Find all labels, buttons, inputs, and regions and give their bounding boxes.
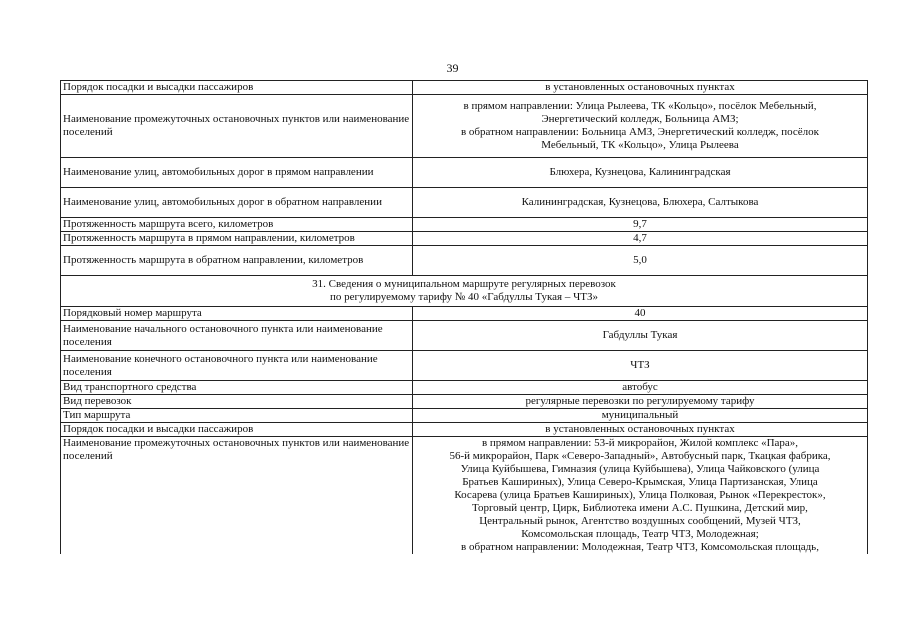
- row-key: Вид транспортного средства: [61, 381, 413, 395]
- value-line: Улица Куйбышева, Гимназия (улица Куйбышева), Улица Чайковского (улица: [460, 463, 820, 475]
- row-key: Порядок посадки и высадки пассажиров: [61, 81, 413, 95]
- row-key: Вид перевозок: [61, 395, 413, 409]
- row-value: [413, 395, 868, 409]
- row-key: Наименование улиц, автомобильных дорог в обратном направлении: [61, 188, 413, 218]
- value-line: муниципальный: [601, 409, 679, 421]
- table-row: [61, 188, 868, 218]
- value-line: 56-й микрорайон, Парк «Северо-Западный», Автобусный парк, Ткацкая фабрика,: [449, 450, 831, 462]
- table-row: [61, 423, 868, 437]
- value-line: Братьев Кашириных), Улица Северо-Крымская, Улица Партизанская, Улица: [462, 476, 818, 488]
- value-line: в прямом направлении: Улица Рылеева, ТК «Кольцо», посёлок Мебельный,: [463, 100, 817, 112]
- row-key: Протяженность маршрута всего, километров: [61, 218, 413, 232]
- value-line: 4,7: [633, 232, 647, 244]
- section-title: [61, 276, 868, 307]
- table-row: [61, 409, 868, 423]
- row-value: [413, 81, 868, 95]
- value-line: Калининградская, Кузнецова, Блюхера, Салтыкова: [521, 196, 759, 208]
- row-value: [413, 232, 868, 246]
- value-line: ЧТЗ: [630, 359, 650, 371]
- value-line: в прямом направлении: 53-й микрорайон, Жилой комплекс «Пара»,: [481, 437, 799, 449]
- value-line: автобус: [622, 381, 658, 393]
- value-line: в обратном направлении: Молодежная, Театр ЧТЗ, Комсомольская площадь,: [461, 541, 819, 553]
- table-row: [61, 246, 868, 276]
- row-value: [413, 246, 868, 276]
- table-row: [61, 218, 868, 232]
- route-31-details: [61, 307, 868, 555]
- row-value: [413, 351, 868, 381]
- row-key: Протяженность маршрута в обратном направлении, километров: [61, 246, 413, 276]
- value-line: Торговый центр, Цирк, Библиотека имени А.С. Пушкина, Детский мир,: [472, 502, 808, 514]
- value-line: 5,0: [633, 254, 647, 266]
- row-value: [413, 321, 868, 351]
- row-value: [413, 218, 868, 232]
- section-heading: [61, 276, 868, 307]
- value-line: Косарева (улица Братьев Кашириных), Улица Полковая, Рынок «Перекресток»,: [454, 489, 826, 501]
- value-line: Центральный рынок, Агентство воздушных сообщений, Музей ЧТЗ,: [479, 515, 801, 527]
- row-value: [413, 381, 868, 395]
- row-value: [413, 188, 868, 218]
- row-key: Наименование промежуточных остановочных пунктов или наименование поселений: [61, 437, 413, 555]
- row-value: [413, 307, 868, 321]
- table-row: [61, 95, 868, 158]
- value-line: 9,7: [633, 218, 647, 230]
- value-line: Комсомольская площадь, Театр ЧТЗ, Молодежная;: [521, 528, 759, 540]
- row-key: Порядковый номер маршрута: [61, 307, 413, 321]
- value-line: 40: [634, 307, 646, 319]
- page-number: 39: [446, 61, 459, 75]
- value-line: в установленных остановочных пунктах: [545, 81, 735, 93]
- row-value: [413, 409, 868, 423]
- section-row: [61, 276, 868, 307]
- value-line: в установленных остановочных пунктах: [545, 423, 735, 435]
- route-30-details: [61, 81, 868, 276]
- section-title-line: 31. Сведения о муниципальном маршруте регулярных перевозок: [312, 278, 616, 290]
- row-value: [413, 437, 868, 555]
- table-row: [61, 437, 868, 555]
- row-value: [413, 158, 868, 188]
- row-key: Наименование улиц, автомобильных дорог в прямом направлении: [61, 158, 413, 188]
- table-row: [61, 307, 868, 321]
- table-row: [61, 232, 868, 246]
- value-line: регулярные перевозки по регулируемому тарифу: [525, 395, 755, 407]
- table-row: [61, 351, 868, 381]
- table-row: [61, 395, 868, 409]
- route-info-table: [60, 80, 868, 554]
- value-line: Габдуллы Тукая: [602, 329, 678, 341]
- value-line: Энергетический колледж, Больница АМЗ;: [541, 113, 739, 125]
- row-value: [413, 95, 868, 158]
- section-title-line: по регулируемому тарифу № 40 «Габдуллы Тукая – ЧТЗ»: [330, 291, 598, 303]
- row-key: Наименование промежуточных остановочных пунктов или наименование поселений: [61, 95, 413, 158]
- row-key: Наименование начального остановочного пункта или наименование поселения: [61, 321, 413, 351]
- row-value: [413, 423, 868, 437]
- table-row: [61, 381, 868, 395]
- row-key: Наименование конечного остановочного пункта или наименование поселения: [61, 351, 413, 381]
- value-line: Блюхера, Кузнецова, Калининградская: [549, 166, 731, 178]
- table-row: [61, 81, 868, 95]
- row-key: Протяженность маршрута в прямом направлении, километров: [61, 232, 413, 246]
- table-row: [61, 321, 868, 351]
- row-key: Порядок посадки и высадки пассажиров: [61, 423, 413, 437]
- value-line: Мебельный, ТК «Кольцо», Улица Рылеева: [541, 139, 739, 151]
- value-line: в обратном направлении: Больница АМЗ, Энергетический колледж, посёлок: [460, 126, 820, 138]
- table-row: [61, 158, 868, 188]
- row-key: Тип маршрута: [61, 409, 413, 423]
